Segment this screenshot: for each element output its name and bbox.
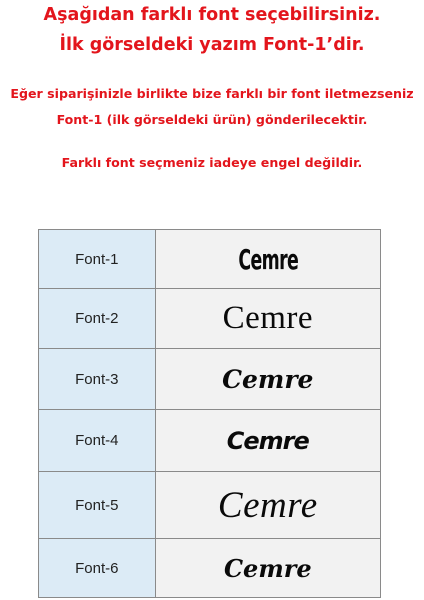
font-sample-cell [155, 230, 380, 289]
font-sample-text: Cemre [237, 242, 298, 276]
font-sample-text: Cemre [223, 553, 312, 583]
font-sample-text: Cemre [217, 484, 318, 526]
font-label: Font-6 [39, 539, 156, 598]
notice-line-1: Eğer siparişinizle birlikte bize farklı bir font iletmezseniz [10, 86, 414, 101]
font-sample-cell [155, 349, 380, 410]
font-label: Font-3 [39, 349, 156, 410]
font-row [39, 230, 381, 289]
font-row [39, 349, 381, 410]
font-sample-text: Cemre [222, 364, 314, 394]
font-row [39, 472, 381, 539]
font-sample-cell [155, 539, 380, 598]
font-options-table [38, 229, 381, 598]
font-sample-cell [155, 410, 380, 472]
font-sample-text: Cemre [226, 426, 309, 455]
notice-line-2: Font-1 (ilk görseldeki ürün) gönderilecektir. [56, 112, 368, 127]
font-label: Font-5 [39, 472, 156, 539]
notice-line-3: Farklı font seçmeniz iadeye engel değildir. [61, 155, 363, 170]
font-label: Font-2 [39, 289, 156, 349]
font-sample-text: Cemre [222, 300, 314, 336]
font-row [39, 289, 381, 349]
heading-line-1: Aşağıdan farklı font seçebilirsiniz. [43, 5, 381, 25]
heading-line-2: İlk görseldeki yazım Font-1’dir. [59, 35, 365, 55]
font-label: Font-1 [39, 230, 156, 289]
font-sample-cell [155, 289, 380, 349]
font-row [39, 539, 381, 598]
font-sample-cell [155, 472, 380, 539]
font-row [39, 410, 381, 472]
font-label: Font-4 [39, 410, 156, 472]
